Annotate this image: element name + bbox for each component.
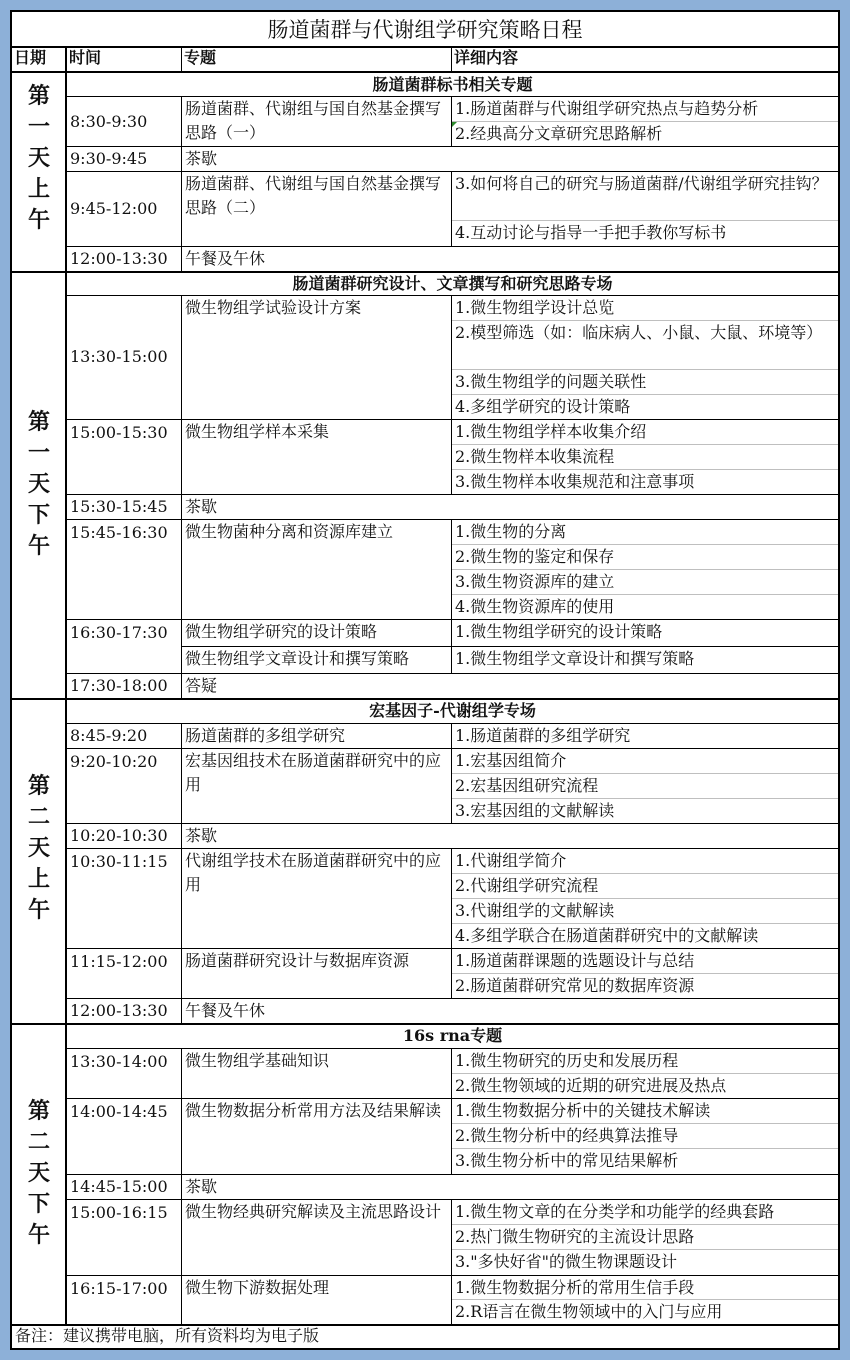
- grid-line: [452, 973, 838, 974]
- detail-item: 2.微生物领域的近期的研究进展及热点: [455, 1076, 727, 1095]
- grid-line: [181, 46, 182, 72]
- topic-cell: 微生物下游数据处理: [185, 1278, 330, 1297]
- grid-line: [452, 798, 838, 799]
- footnote: 备注：建议携带电脑，所有资料均为电子版: [15, 1326, 320, 1345]
- schedule-title: 肠道菌群与代谢组学研究策略日程: [267, 18, 583, 42]
- grid-line: [451, 295, 452, 495]
- grid-line: [67, 1174, 838, 1175]
- grid-line: [452, 220, 838, 221]
- day-label-1-am: 第一天上午: [27, 83, 50, 233]
- section-title: 肠道菌群研究设计、文章撰写和研究思路专场: [292, 274, 613, 293]
- grid-line: [451, 46, 452, 72]
- grid-line: [12, 71, 838, 73]
- time-cell: 16:30-17:30: [70, 623, 168, 642]
- grid-line: [182, 646, 838, 647]
- section-title: 肠道菌群标书相关专题: [372, 75, 533, 94]
- grid-line: [67, 673, 838, 674]
- grid-line: [452, 1123, 838, 1124]
- grid-line: [12, 1324, 838, 1326]
- day-label-1-pm: 第一天下午: [27, 409, 50, 559]
- grid-line: [67, 246, 838, 247]
- grid-line: [67, 1199, 838, 1200]
- detail-item: 2.微生物样本收集流程: [455, 447, 615, 466]
- grid-line: [67, 823, 838, 824]
- grid-line: [12, 1023, 838, 1025]
- grid-line: [65, 46, 67, 1325]
- topic-cell: 午餐及午休: [185, 249, 266, 268]
- time-cell: 15:45-16:30: [70, 523, 168, 542]
- detail-item: 1.肠道菌群的多组学研究: [455, 726, 631, 745]
- grid-line: [452, 1249, 838, 1250]
- grid-line: [452, 121, 838, 122]
- detail-item: 1.微生物组学样本收集介绍: [455, 422, 647, 441]
- detail-item: 1.微生物数据分析的常用生信手段: [455, 1278, 695, 1297]
- grid-line: [452, 1073, 838, 1074]
- time-cell: 8:30-9:30: [70, 111, 148, 131]
- detail-item: 1.宏基因组简介: [455, 751, 567, 770]
- grid-line: [67, 619, 838, 620]
- grid-line: [67, 146, 838, 147]
- topic-cell: 肠道菌群、代谢组与国自然基金撰写思路（一）: [185, 99, 442, 142]
- detail-item: 4.互动讨论与指导一手把手教你写标书: [455, 223, 727, 242]
- grid-line: [451, 848, 452, 999]
- time-cell: 13:30-15:00: [70, 347, 168, 366]
- grid-line: [67, 1275, 838, 1276]
- topic-cell: 微生物组学文章设计和撰写策略: [185, 649, 410, 668]
- topic-cell: 茶歇: [185, 826, 218, 845]
- topic-cell: 代谢组学技术在肠道菌群研究中的应用: [185, 851, 442, 894]
- detail-item: 4.微生物资源库的使用: [455, 597, 615, 616]
- topic-cell: 宏基因组技术在肠道菌群研究中的应用: [185, 751, 442, 794]
- grid-line: [452, 923, 838, 924]
- time-cell: 12:00-13:30: [70, 249, 168, 268]
- topic-cell: 微生物菌种分离和资源库建立: [185, 522, 394, 541]
- time-cell: 10:20-10:30: [70, 826, 168, 845]
- grid-line: [451, 519, 452, 674]
- detail-item: 3.宏基因组的文献解读: [455, 801, 615, 820]
- time-cell: 14:00-14:45: [70, 1102, 168, 1121]
- grid-line: [451, 1199, 452, 1325]
- grid-line: [452, 594, 838, 595]
- time-cell: 9:30-9:45: [70, 149, 148, 168]
- detail-item: 2.宏基因组研究流程: [455, 776, 599, 795]
- grid-line: [451, 1048, 452, 1175]
- grid-line: [452, 444, 838, 445]
- header-time: 时间: [69, 48, 102, 67]
- detail-item: 1.肠道菌群与代谢组学研究热点与趋势分析: [455, 99, 759, 118]
- time-cell: 14:45-15:00: [70, 1177, 168, 1196]
- grid-line: [67, 748, 838, 749]
- section-title: 宏基因子-代谢组学专场: [369, 701, 536, 720]
- grid-line: [67, 848, 838, 849]
- time-cell: 8:45-9:20: [70, 726, 148, 745]
- time-cell: 13:30-14:00: [70, 1052, 168, 1071]
- grid-line: [181, 295, 182, 699]
- grid-line: [67, 998, 838, 999]
- detail-item: 1.微生物组学文章设计和撰写策略: [455, 649, 695, 668]
- topic-cell: 微生物组学试验设计方案: [185, 298, 362, 317]
- grid-line: [452, 544, 838, 545]
- section-title: 16s rna专题: [402, 1026, 503, 1045]
- topic-cell: 茶歇: [185, 1177, 218, 1196]
- time-cell: 15:00-16:15: [70, 1203, 168, 1222]
- time-cell: 9:20-10:20: [70, 752, 158, 771]
- detail-item: 2.经典高分文章研究思路解析: [455, 124, 663, 143]
- topic-cell: 午餐及午休: [185, 1001, 266, 1020]
- detail-item: 1.肠道菌群课题的选题设计与总结: [455, 951, 695, 970]
- time-cell: 16:15-17:00: [70, 1279, 168, 1298]
- grid-line: [67, 494, 838, 495]
- grid-line: [67, 96, 838, 97]
- grid-line: [181, 1048, 182, 1325]
- detail-item: 4.多组学联合在肠道菌群研究中的文献解读: [455, 926, 759, 945]
- day-label-2-am: 第二天上午: [27, 773, 50, 923]
- grid-line: [452, 394, 838, 395]
- topic-cell: 肠道菌群的多组学研究: [185, 726, 346, 745]
- topic-cell: 微生物组学基础知识: [185, 1051, 330, 1070]
- grid-line: [67, 1048, 838, 1049]
- header-date: 日期: [14, 48, 47, 67]
- time-cell: 10:30-11:15: [70, 852, 168, 871]
- grid-line: [67, 171, 838, 172]
- topic-cell: 肠道菌群研究设计与数据库资源: [185, 951, 410, 970]
- detail-item: 3.代谢组学的文献解读: [455, 901, 615, 920]
- detail-item: 3.微生物样本收集规范和注意事项: [455, 472, 695, 491]
- detail-item: 4.多组学研究的设计策略: [455, 397, 631, 416]
- detail-item: 3.微生物资源库的建立: [455, 572, 615, 591]
- grid-line: [452, 1299, 838, 1300]
- topic-cell: 肠道菌群、代谢组与国自然基金撰写思路（二）: [185, 174, 442, 217]
- grid-line: [67, 295, 838, 296]
- grid-line: [67, 723, 838, 724]
- topic-cell: 答疑: [185, 676, 218, 695]
- header-topic: 专题: [184, 48, 217, 67]
- detail-item: 3.如何将自己的研究与肠道菌群/代谢组学研究挂钩？: [455, 174, 828, 193]
- time-cell: 11:15-12:00: [70, 952, 168, 971]
- topic-cell: 茶歇: [185, 497, 218, 516]
- grid-line: [452, 320, 838, 321]
- grid-line: [12, 698, 838, 700]
- topic-cell: 微生物数据分析常用方法及结果解读: [185, 1101, 442, 1120]
- grid-line: [452, 898, 838, 899]
- time-cell: 15:00-15:30: [70, 423, 168, 442]
- grid-line: [67, 948, 838, 949]
- topic-cell: 茶歇: [185, 149, 218, 168]
- detail-item: 2.模型筛选（如：临床病人、小鼠、大鼠、环境等）: [455, 323, 823, 342]
- grid-line: [67, 419, 838, 420]
- grid-line: [452, 873, 838, 874]
- grid-line: [452, 773, 838, 774]
- detail-item: 3."多快好省"的微生物课题设计: [455, 1252, 677, 1271]
- detail-item: 1.代谢组学简介: [455, 851, 567, 870]
- header-detail: 详细内容: [454, 48, 519, 67]
- time-cell: 15:30-15:45: [70, 497, 168, 516]
- detail-item: 1.微生物的分离: [455, 522, 567, 541]
- time-cell: 17:30-18:00: [70, 676, 168, 695]
- detail-item: 2.微生物的鉴定和保存: [455, 547, 615, 566]
- detail-item: 1.微生物组学研究的设计策略: [455, 622, 663, 641]
- detail-item: 3.微生物分析中的常见结果解析: [455, 1151, 679, 1170]
- detail-item: 2.微生物分析中的经典算法推导: [455, 1126, 679, 1145]
- grid-line: [12, 271, 838, 273]
- grid-line: [181, 96, 182, 272]
- day-label-2-pm: 第二天下午: [27, 1098, 50, 1248]
- detail-item: 1.微生物文章的在分类学和功能学的经典套路: [455, 1202, 775, 1221]
- grid-line: [452, 1148, 838, 1149]
- time-cell: 12:00-13:30: [70, 1001, 168, 1020]
- detail-item: 2.肠道菌群研究常见的数据库资源: [455, 976, 695, 995]
- grid-line: [181, 723, 182, 1024]
- grid-line: [67, 519, 838, 520]
- time-cell: 9:45-12:00: [70, 199, 158, 218]
- detail-item: 2.R语言在微生物领域中的入门与应用: [455, 1302, 723, 1321]
- detail-item: 1.微生物研究的历史和发展历程: [455, 1051, 679, 1070]
- grid-line: [452, 1224, 838, 1225]
- topic-cell: 微生物组学研究的设计策略: [185, 622, 378, 641]
- detail-item: 2.代谢组学研究流程: [455, 876, 599, 895]
- grid-line: [67, 1098, 838, 1099]
- grid-line: [452, 369, 838, 370]
- detail-item: 3.微生物组学的问题关联性: [455, 372, 647, 391]
- grid-line: [452, 469, 838, 470]
- topic-cell: 微生物组学样本采集: [185, 422, 330, 441]
- grid-line: [451, 171, 452, 247]
- grid-line: [12, 46, 838, 48]
- grid-line: [451, 723, 452, 824]
- detail-item: 1.微生物数据分析中的关键技术解读: [455, 1101, 711, 1120]
- detail-item: 1.微生物组学设计总览: [455, 298, 615, 317]
- cell-comment-marker: [452, 122, 457, 127]
- topic-cell: 微生物经典研究解读及主流思路设计: [185, 1202, 442, 1221]
- detail-item: 2.热门微生物研究的主流设计思路: [455, 1227, 695, 1246]
- grid-line: [452, 569, 838, 570]
